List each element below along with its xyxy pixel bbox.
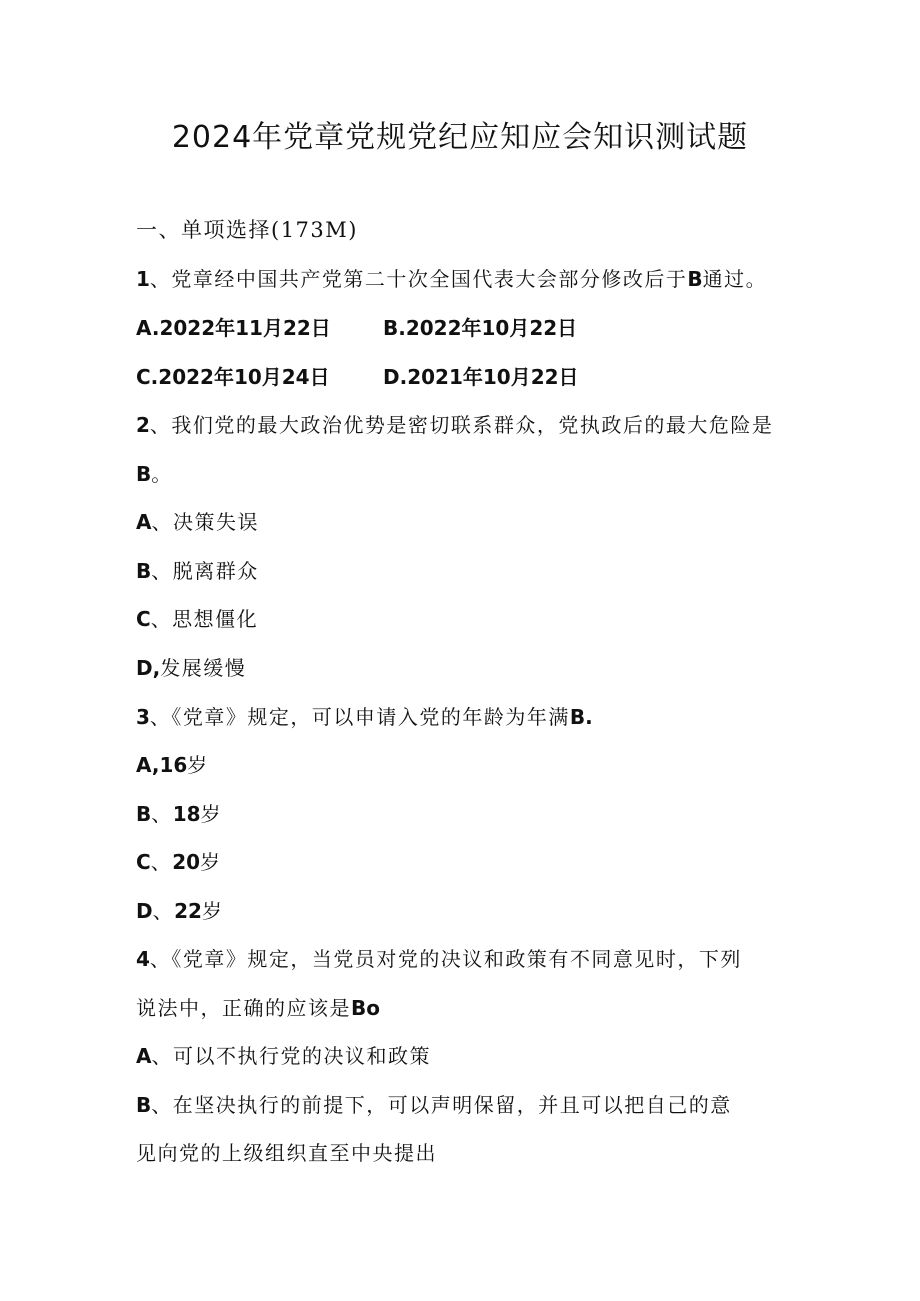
question-3 [136,703,593,731]
q4-option-b-continuation: 见向党的上级组织直至中央提出 [136,1141,437,1165]
section-heading: 一、单项选择(173M) [136,218,358,242]
question-text: 说法中，正确的应该是 [136,996,351,1020]
option-number: 18 [172,802,201,826]
question-number: 1 [136,267,150,291]
option-text: 、决策失误 [151,510,259,534]
q1-option-b: B.2022年10月22日 [383,316,578,340]
option-number: 20 [172,850,201,874]
q3-option-b [136,800,222,828]
question-number: 2 [136,413,150,437]
option-number: 16 [159,753,188,777]
option-unit: 岁 [201,899,224,923]
option-text: 、脱离群众 [151,559,259,583]
option-separator: 、 [151,802,173,826]
q3-option-d [136,897,223,925]
option-letter: B [136,802,152,826]
question-2 [136,411,773,439]
answer-letter: B [136,462,152,486]
answer-letter: B [687,267,703,291]
question-2-continuation [136,460,173,488]
option-unit: 岁 [200,802,223,826]
option-letter: A, [136,753,160,777]
option-separator: 、 [152,899,175,923]
q1-option-c: C.2022年10月24日 [136,365,330,389]
answer-letter: Bo [351,996,380,1020]
question-text-tail: 通过。 [702,267,768,291]
question-1 [136,265,767,293]
option-unit: 岁 [200,850,222,874]
option-letter: C [136,850,151,874]
option-letter: A [136,1044,152,1068]
option-unit: 岁 [187,753,209,777]
q2-option-b [136,557,259,585]
q4-option-b [136,1091,732,1119]
q1-option-a: A.2022年11月22日 [136,316,331,340]
option-letter: C [136,607,151,631]
question-text: 、《党章》规定，当党员对党的决议和政策有不同意见时，下列 [149,947,742,971]
question-text: 、党章经中国共产党第二十次全国代表大会部分修改后于 [149,267,688,291]
q4-option-a [136,1042,431,1070]
q3-option-c [136,848,222,876]
option-text: 、可以不执行党的决议和政策 [151,1044,431,1068]
option-letter: B [136,1093,152,1117]
page-title: 2024年党章党规党纪应知应会知识测试题 [171,120,749,155]
option-text: 、在坚决执行的前提下，可以声明保留，并且可以把自己的意 [151,1093,732,1117]
question-text-tail: 。 [151,462,173,486]
option-text: 、思想僵化 [150,607,259,631]
question-number: 4 [136,947,150,971]
q2-option-c [136,605,258,633]
question-text: 、《党章》规定，可以申请入党的年龄为年满 [149,705,570,729]
option-letter: A [136,510,152,534]
answer-letter: B. [569,705,593,729]
option-text: 发展缓慢 [160,656,247,680]
option-letter: B [136,559,152,583]
q1-option-d: D.2021年10月22日 [383,365,579,389]
q2-option-d [136,654,246,682]
question-4 [136,945,742,973]
question-text: 、我们党的最大政治优势是密切联系群众，党执政后的最大危险是 [149,413,774,437]
q3-option-a [136,751,209,779]
option-separator: 、 [150,850,173,874]
question-4-continuation [136,994,380,1022]
option-letter: D, [136,656,161,680]
q2-option-a [136,508,259,536]
option-letter: D [136,899,153,923]
question-number: 3 [136,705,150,729]
option-number: 22 [174,899,202,923]
